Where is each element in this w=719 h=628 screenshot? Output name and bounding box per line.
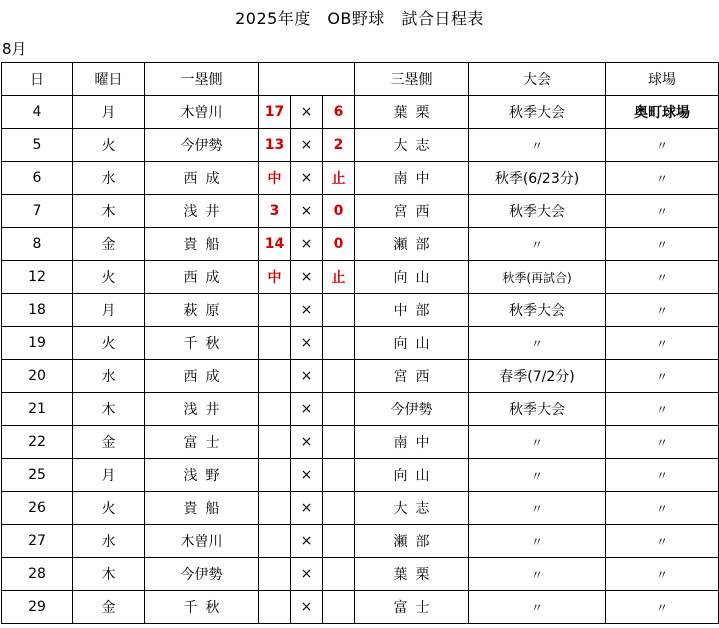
first-base-team-cell: 貴船	[145, 492, 259, 525]
third-base-team-cell: 大志	[355, 129, 469, 162]
tournament-cell: 〃	[469, 327, 606, 360]
weekday-cell: 水	[73, 525, 145, 558]
tournament-cell: 〃	[469, 492, 606, 525]
header-score-blank	[259, 63, 355, 96]
weekday-cell: 火	[73, 327, 145, 360]
third-base-score-cell	[323, 426, 355, 459]
versus-cell: ×	[291, 261, 323, 294]
versus-cell: ×	[291, 327, 323, 360]
stadium-cell: 〃	[606, 129, 719, 162]
stadium-cell: 〃	[606, 459, 719, 492]
first-base-score-cell: 14	[259, 228, 291, 261]
stadium-cell: 〃	[606, 294, 719, 327]
third-base-score-cell	[323, 360, 355, 393]
first-base-team-cell: 千秋	[145, 327, 259, 360]
versus-cell: ×	[291, 492, 323, 525]
table-row	[2, 162, 719, 195]
header-row	[2, 63, 719, 96]
weekday-cell: 火	[73, 129, 145, 162]
weekday-cell: 水	[73, 360, 145, 393]
weekday-cell: 水	[73, 162, 145, 195]
stadium-cell: 〃	[606, 360, 719, 393]
page-title: 2025年度 OB野球 試合日程表	[235, 9, 484, 28]
third-base-team-cell: 富士	[355, 591, 469, 624]
table-row	[2, 426, 719, 459]
first-base-team-cell: 西成	[145, 360, 259, 393]
stadium-cell: 〃	[606, 261, 719, 294]
first-base-team-cell: 貴船	[145, 228, 259, 261]
tournament-cell: 〃	[469, 426, 606, 459]
table-row	[2, 393, 719, 426]
stadium-cell: 〃	[606, 426, 719, 459]
table-row	[2, 129, 719, 162]
weekday-cell: 火	[73, 261, 145, 294]
table-row	[2, 591, 719, 624]
first-base-team-cell: 浅井	[145, 195, 259, 228]
third-base-score-cell: 0	[323, 195, 355, 228]
first-base-score-cell	[259, 327, 291, 360]
third-base-team-cell: 向山	[355, 261, 469, 294]
versus-cell: ×	[291, 294, 323, 327]
third-base-team-cell: 瀬部	[355, 228, 469, 261]
third-base-score-cell: 6	[323, 96, 355, 129]
day-cell: 5	[2, 129, 73, 162]
tournament-cell: 秋季(6/23分)	[469, 162, 606, 195]
table-row	[2, 294, 719, 327]
first-base-score-cell	[259, 459, 291, 492]
table-row	[2, 360, 719, 393]
day-cell: 7	[2, 195, 73, 228]
first-base-team-cell: 木曽川	[145, 96, 259, 129]
first-base-score-cell	[259, 393, 291, 426]
first-base-team-cell: 萩原	[145, 294, 259, 327]
table-row	[2, 195, 719, 228]
versus-cell: ×	[291, 459, 323, 492]
weekday-cell: 月	[73, 459, 145, 492]
stadium-cell: 〃	[606, 228, 719, 261]
third-base-team-cell: 南中	[355, 162, 469, 195]
day-cell: 20	[2, 360, 73, 393]
versus-cell: ×	[291, 558, 323, 591]
first-base-score-cell: 17	[259, 96, 291, 129]
weekday-cell: 金	[73, 591, 145, 624]
day-cell: 19	[2, 327, 73, 360]
day-cell: 6	[2, 162, 73, 195]
versus-cell: ×	[291, 426, 323, 459]
third-base-score-cell: 止	[323, 261, 355, 294]
first-base-score-cell	[259, 426, 291, 459]
table-row	[2, 327, 719, 360]
schedule-table	[1, 62, 719, 624]
header-third-base: 三塁側	[355, 63, 469, 96]
first-base-score-cell	[259, 558, 291, 591]
table-row	[2, 228, 719, 261]
header-tournament: 大会	[469, 63, 606, 96]
day-cell: 25	[2, 459, 73, 492]
tournament-cell: 春季(7/2分)	[469, 360, 606, 393]
versus-cell: ×	[291, 393, 323, 426]
third-base-score-cell: 0	[323, 228, 355, 261]
day-cell: 28	[2, 558, 73, 591]
first-base-score-cell	[259, 360, 291, 393]
table-row	[2, 525, 719, 558]
first-base-score-cell: 中	[259, 162, 291, 195]
month-label: 8月	[2, 40, 27, 58]
weekday-cell: 木	[73, 393, 145, 426]
first-base-score-cell: 13	[259, 129, 291, 162]
tournament-cell: 秋季大会	[469, 393, 606, 426]
table-row	[2, 492, 719, 525]
third-base-team-cell: 宮西	[355, 360, 469, 393]
third-base-score-cell	[323, 393, 355, 426]
third-base-score-cell: 2	[323, 129, 355, 162]
weekday-cell: 火	[73, 492, 145, 525]
weekday-cell: 金	[73, 228, 145, 261]
third-base-team-cell: 宮西	[355, 195, 469, 228]
first-base-team-cell: 富士	[145, 426, 259, 459]
stadium-cell: 〃	[606, 525, 719, 558]
versus-cell: ×	[291, 162, 323, 195]
tournament-cell: 秋季大会	[469, 294, 606, 327]
third-base-team-cell: 南中	[355, 426, 469, 459]
third-base-team-cell: 中部	[355, 294, 469, 327]
day-cell: 12	[2, 261, 73, 294]
third-base-score-cell	[323, 294, 355, 327]
day-cell: 4	[2, 96, 73, 129]
tournament-cell: 〃	[469, 525, 606, 558]
tournament-cell: 〃	[469, 558, 606, 591]
versus-cell: ×	[291, 195, 323, 228]
header-first-base: 一塁側	[145, 63, 259, 96]
stadium-cell: 奥町球場	[606, 96, 719, 129]
stadium-cell: 〃	[606, 591, 719, 624]
first-base-team-cell: 浅井	[145, 393, 259, 426]
versus-cell: ×	[291, 96, 323, 129]
weekday-cell: 月	[73, 96, 145, 129]
versus-cell: ×	[291, 129, 323, 162]
stadium-cell: 〃	[606, 492, 719, 525]
tournament-cell: 〃	[469, 591, 606, 624]
third-base-score-cell	[323, 591, 355, 624]
tournament-cell: 〃	[469, 129, 606, 162]
day-cell: 22	[2, 426, 73, 459]
first-base-team-cell: 浅野	[145, 459, 259, 492]
day-cell: 27	[2, 525, 73, 558]
day-cell: 21	[2, 393, 73, 426]
versus-cell: ×	[291, 525, 323, 558]
weekday-cell: 木	[73, 558, 145, 591]
third-base-score-cell	[323, 459, 355, 492]
third-base-team-cell: 葉栗	[355, 96, 469, 129]
third-base-team-cell: 葉栗	[355, 558, 469, 591]
first-base-team-cell: 千秋	[145, 591, 259, 624]
first-base-team-cell: 今伊勢	[145, 129, 259, 162]
third-base-score-cell	[323, 525, 355, 558]
day-cell: 18	[2, 294, 73, 327]
table-row	[2, 261, 719, 294]
versus-cell: ×	[291, 360, 323, 393]
stadium-cell: 〃	[606, 327, 719, 360]
third-base-score-cell	[323, 327, 355, 360]
third-base-score-cell	[323, 558, 355, 591]
third-base-team-cell: 向山	[355, 459, 469, 492]
versus-cell: ×	[291, 228, 323, 261]
stadium-cell: 〃	[606, 393, 719, 426]
third-base-team-cell: 瀬部	[355, 525, 469, 558]
first-base-team-cell: 今伊勢	[145, 558, 259, 591]
first-base-score-cell	[259, 294, 291, 327]
day-cell: 8	[2, 228, 73, 261]
table-row	[2, 96, 719, 129]
first-base-score-cell	[259, 525, 291, 558]
header-stadium: 球場	[606, 63, 719, 96]
header-day: 日	[2, 63, 73, 96]
first-base-team-cell: 西成	[145, 162, 259, 195]
third-base-team-cell: 向山	[355, 327, 469, 360]
weekday-cell: 月	[73, 294, 145, 327]
stadium-cell: 〃	[606, 558, 719, 591]
versus-cell: ×	[291, 591, 323, 624]
tournament-cell: 〃	[469, 459, 606, 492]
table-row	[2, 459, 719, 492]
stadium-cell: 〃	[606, 195, 719, 228]
tournament-cell: 秋季大会	[469, 96, 606, 129]
first-base-score-cell	[259, 492, 291, 525]
header-weekday: 曜日	[73, 63, 145, 96]
third-base-team-cell: 大志	[355, 492, 469, 525]
weekday-cell: 木	[73, 195, 145, 228]
tournament-cell: 秋季大会	[469, 195, 606, 228]
first-base-team-cell: 木曽川	[145, 525, 259, 558]
first-base-team-cell: 西成	[145, 261, 259, 294]
third-base-team-cell: 今伊勢	[355, 393, 469, 426]
table-row	[2, 558, 719, 591]
first-base-score-cell: 3	[259, 195, 291, 228]
tournament-cell: 〃	[469, 228, 606, 261]
day-cell: 29	[2, 591, 73, 624]
stadium-cell: 〃	[606, 162, 719, 195]
day-cell: 26	[2, 492, 73, 525]
weekday-cell: 金	[73, 426, 145, 459]
third-base-score-cell	[323, 492, 355, 525]
first-base-score-cell: 中	[259, 261, 291, 294]
first-base-score-cell	[259, 591, 291, 624]
third-base-score-cell: 止	[323, 162, 355, 195]
tournament-cell: 秋季(再試合)	[469, 261, 606, 294]
